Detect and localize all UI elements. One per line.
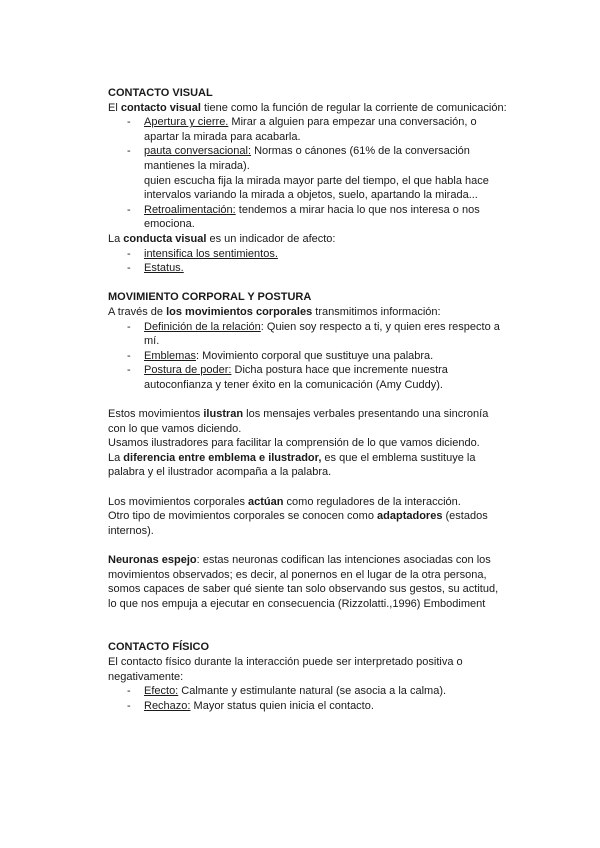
paragraph: La conducta visual es un indicador de afecto: [108, 232, 336, 245]
list-item: - Postura de poder: Dicha postura hace que incremente nuestra autoconfianza y tener éxito en la comunicación (Amy Cuddy). [144, 363, 508, 392]
section-title-contacto-visual: CONTACTO VISUAL [108, 87, 213, 99]
list-item: - Emblemas: Movimiento corporal que sustituye una palabra. [144, 349, 508, 364]
bullet-list [108, 684, 508, 713]
list-item: - Rechazo: Mayor status quien inicia el contacto. [144, 699, 508, 714]
paragraph: El contacto físico durante la interacción puede ser interpretado positiva o negativamente: [108, 655, 463, 683]
paragraph: La diferencia entre emblema e ilustrador, es que el emblema sustituye la palabra y el ilustrador acompaña a la palabra. [108, 451, 476, 479]
bullet-list [108, 115, 508, 232]
paragraph: Los movimientos corporales actúan como reguladores de la interacción. [108, 495, 461, 508]
list-item: - Apertura y cierre. Mirar a alguien para empezar una conversación, o apartar la mirada para acabarla. [144, 115, 508, 144]
paragraph: Estos movimientos ilustran los mensajes verbales presentando una sincronía con lo que vamos diciendo. [108, 408, 489, 435]
paragraph: El contacto visual tiene como la función de regular la corriente de comunicación: [108, 101, 507, 114]
list-item: - Definición de la relación: Quien soy respecto a ti, y quien eres respecto a mí. [144, 320, 508, 349]
section-title-movimiento-corporal: MOVIMIENTO CORPORAL Y POSTURA [108, 291, 312, 304]
section-title-contacto-fisico: CONTACTO FÍSICO [108, 641, 210, 654]
document-page [108, 86, 508, 713]
list-item: - pauta conversacional: Normas o cánones (61% de la conversación mantienes la mirada). quien escucha fija la mirada mayor parte del tiempo, el que habla hace intervalos variando la mirada a objetos, suelo, apartando la mirada... [144, 144, 508, 202]
paragraph: Otro tipo de movimientos corporales se conocen como adaptadores (estados internos). [108, 510, 488, 537]
list-item: - Efecto: Calmante y estimulante natural (se asocia a la calma). [144, 684, 508, 699]
list-item: - intensifica los sentimientos. [144, 247, 508, 262]
paragraph: A través de los movimientos corporales transmitimos información: [108, 305, 441, 318]
list-item: - Retroalimentación: tendemos a mirar hacia lo que nos interesa o nos emociona. [144, 203, 508, 232]
bullet-list [108, 247, 508, 276]
list-item: - Estatus. [144, 261, 508, 276]
paragraph: Usamos ilustradores para facilitar la comprensión de lo que vamos diciendo. [108, 437, 480, 450]
bullet-list [108, 320, 508, 393]
paragraph: Neuronas espejo: estas neuronas codifican las intenciones asociadas con los movimientos observados; es decir, al ponernos en el lugar de la otra persona, somos capaces de saber qué siente tan solo observando sus gestos, su actitud, lo que nos empuja a ejecutar en consecuencia (Rizzolatti.,1996) Embodiment [108, 554, 499, 610]
